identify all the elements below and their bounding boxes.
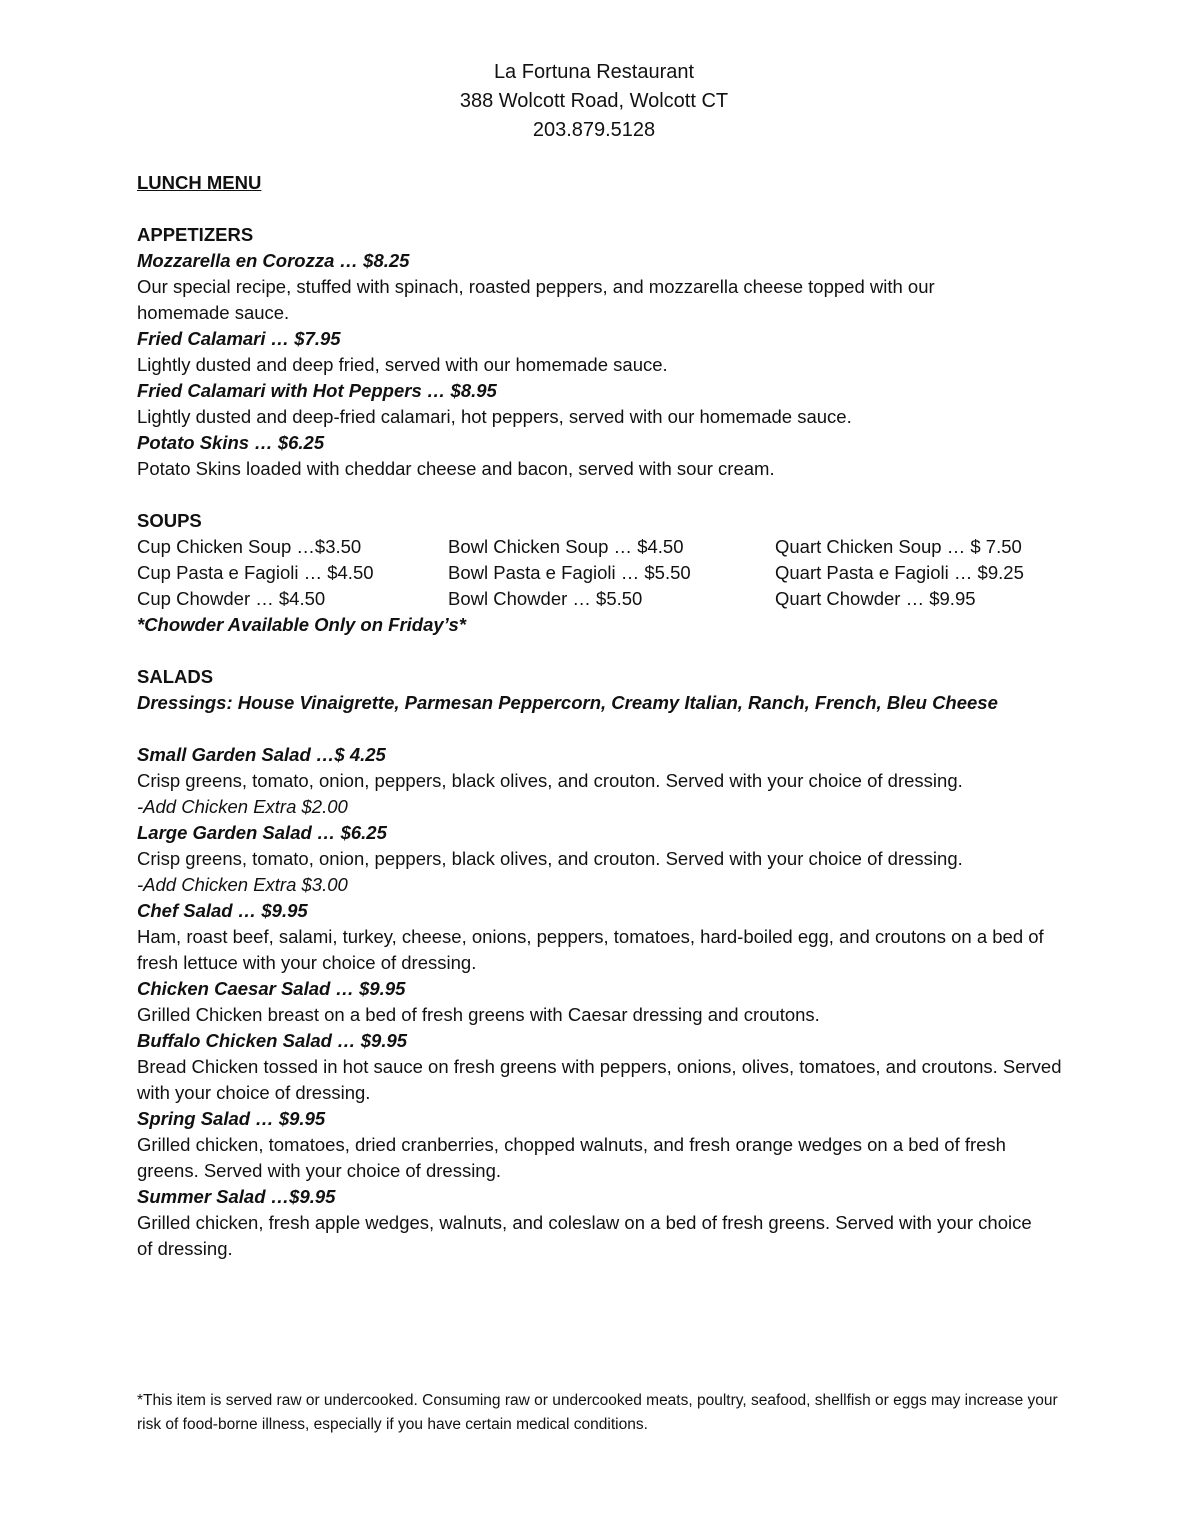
soup-bowl-price: Bowl Chicken Soup … $4.50 bbox=[448, 536, 684, 557]
salads-section bbox=[137, 664, 1067, 1262]
menu-item-description: Ham, roast beef, salami, turkey, cheese, onions, peppers, tomatoes, hard-boiled egg, and croutons on a bed of fresh lettuce with your choice of dressing. bbox=[137, 926, 1044, 973]
menu-title: LUNCH MENU bbox=[137, 172, 262, 193]
salad-dressings: Dressings: House Vinaigrette, Parmesan Peppercorn, Creamy Italian, Ranch, French, Bleu Cheese bbox=[137, 692, 998, 713]
soup-cup-price: Cup Pasta e Fagioli … $4.50 bbox=[137, 562, 374, 583]
section-title-soups: SOUPS bbox=[137, 510, 202, 531]
soup-row bbox=[137, 586, 1067, 612]
menu-item-description: Crisp greens, tomato, onion, peppers, black olives, and crouton. Served with your choice of dressing. bbox=[137, 770, 963, 791]
menu-item-description: Grilled Chicken breast on a bed of fresh greens with Caesar dressing and croutons. bbox=[137, 1004, 820, 1025]
restaurant-phone: 203.879.5128 bbox=[532, 119, 656, 141]
menu-item-description: Crisp greens, tomato, onion, peppers, black olives, and crouton. Served with your choice of dressing. bbox=[137, 848, 963, 869]
menu-item-addon: -Add Chicken Extra $2.00 bbox=[137, 796, 348, 817]
menu-item-addon: -Add Chicken Extra $3.00 bbox=[137, 874, 348, 895]
menu-content bbox=[137, 170, 1067, 1262]
soup-row bbox=[137, 560, 1067, 586]
menu-item-name: Fried Calamari … $7.95 bbox=[137, 328, 341, 349]
menu-item-name: Fried Calamari with Hot Peppers … $8.95 bbox=[137, 380, 497, 401]
menu-item-description: Lightly dusted and deep-fried calamari, hot peppers, served with our homemade sauce. bbox=[137, 406, 852, 427]
menu-item-name: Chef Salad … $9.95 bbox=[137, 900, 308, 921]
soup-quart-price: Quart Pasta e Fagioli … $9.25 bbox=[775, 562, 1024, 583]
soup-row bbox=[137, 534, 1067, 560]
section-title-appetizers: APPETIZERS bbox=[137, 224, 254, 245]
menu-item-description: Lightly dusted and deep fried, served with our homemade sauce. bbox=[137, 354, 668, 375]
menu-item-description: Our special recipe, stuffed with spinach, roasted peppers, and mozzarella cheese topped with our homemade sauce. bbox=[137, 276, 935, 323]
menu-item-description: Grilled chicken, tomatoes, dried cranberries, chopped walnuts, and fresh orange wedges on a bed of fresh greens. Served with your choice of dressing. bbox=[137, 1134, 1006, 1181]
menu-item-name: Large Garden Salad … $6.25 bbox=[137, 822, 387, 843]
soup-cup-price: Cup Chicken Soup …$3.50 bbox=[137, 536, 362, 557]
menu-item-description: Potato Skins loaded with cheddar cheese and bacon, served with sour cream. bbox=[137, 458, 775, 479]
menu-item-name: Buffalo Chicken Salad … $9.95 bbox=[137, 1030, 408, 1051]
chowder-note: *Chowder Available Only on Friday’s* bbox=[137, 614, 466, 635]
restaurant-name: La Fortuna Restaurant bbox=[493, 61, 695, 83]
menu-item-name: Mozzarella en Corozza … $8.25 bbox=[137, 250, 410, 271]
menu-item-description: Grilled chicken, fresh apple wedges, walnuts, and coleslaw on a bed of fresh greens. Served with your choice of dressing. bbox=[137, 1212, 1032, 1259]
menu-item-name: Potato Skins … $6.25 bbox=[137, 432, 325, 453]
restaurant-address: 388 Wolcott Road, Wolcott CT bbox=[459, 90, 729, 112]
soup-bowl-price: Bowl Chowder … $5.50 bbox=[448, 588, 643, 609]
menu-item-name: Chicken Caesar Salad … $9.95 bbox=[137, 978, 406, 999]
menu-item-name: Spring Salad … $9.95 bbox=[137, 1108, 326, 1129]
soups-section bbox=[137, 508, 1067, 638]
menu-item-name: Small Garden Salad …$ 4.25 bbox=[137, 744, 386, 765]
restaurant-header bbox=[0, 58, 1188, 145]
soup-bowl-price: Bowl Pasta e Fagioli … $5.50 bbox=[448, 562, 691, 583]
soup-quart-price: Quart Chicken Soup … $ 7.50 bbox=[775, 536, 1022, 557]
section-title-salads: SALADS bbox=[137, 666, 214, 687]
soup-cup-price: Cup Chowder … $4.50 bbox=[137, 588, 326, 609]
raw-food-disclaimer: *This item is served raw or undercooked. Consuming raw or undercooked meats, poultry, seafood, shellfish or eggs may increase your risk of food-borne illness, especially if you have certain medical conditions. bbox=[137, 1392, 1058, 1433]
appetizers-section bbox=[137, 222, 1067, 482]
menu-item-description: Bread Chicken tossed in hot sauce on fresh greens with peppers, onions, olives, tomatoes, and croutons. Served with your choice of dressing. bbox=[137, 1056, 1062, 1103]
menu-item-name: Summer Salad …$9.95 bbox=[137, 1186, 336, 1207]
soup-quart-price: Quart Chowder … $9.95 bbox=[775, 588, 976, 609]
